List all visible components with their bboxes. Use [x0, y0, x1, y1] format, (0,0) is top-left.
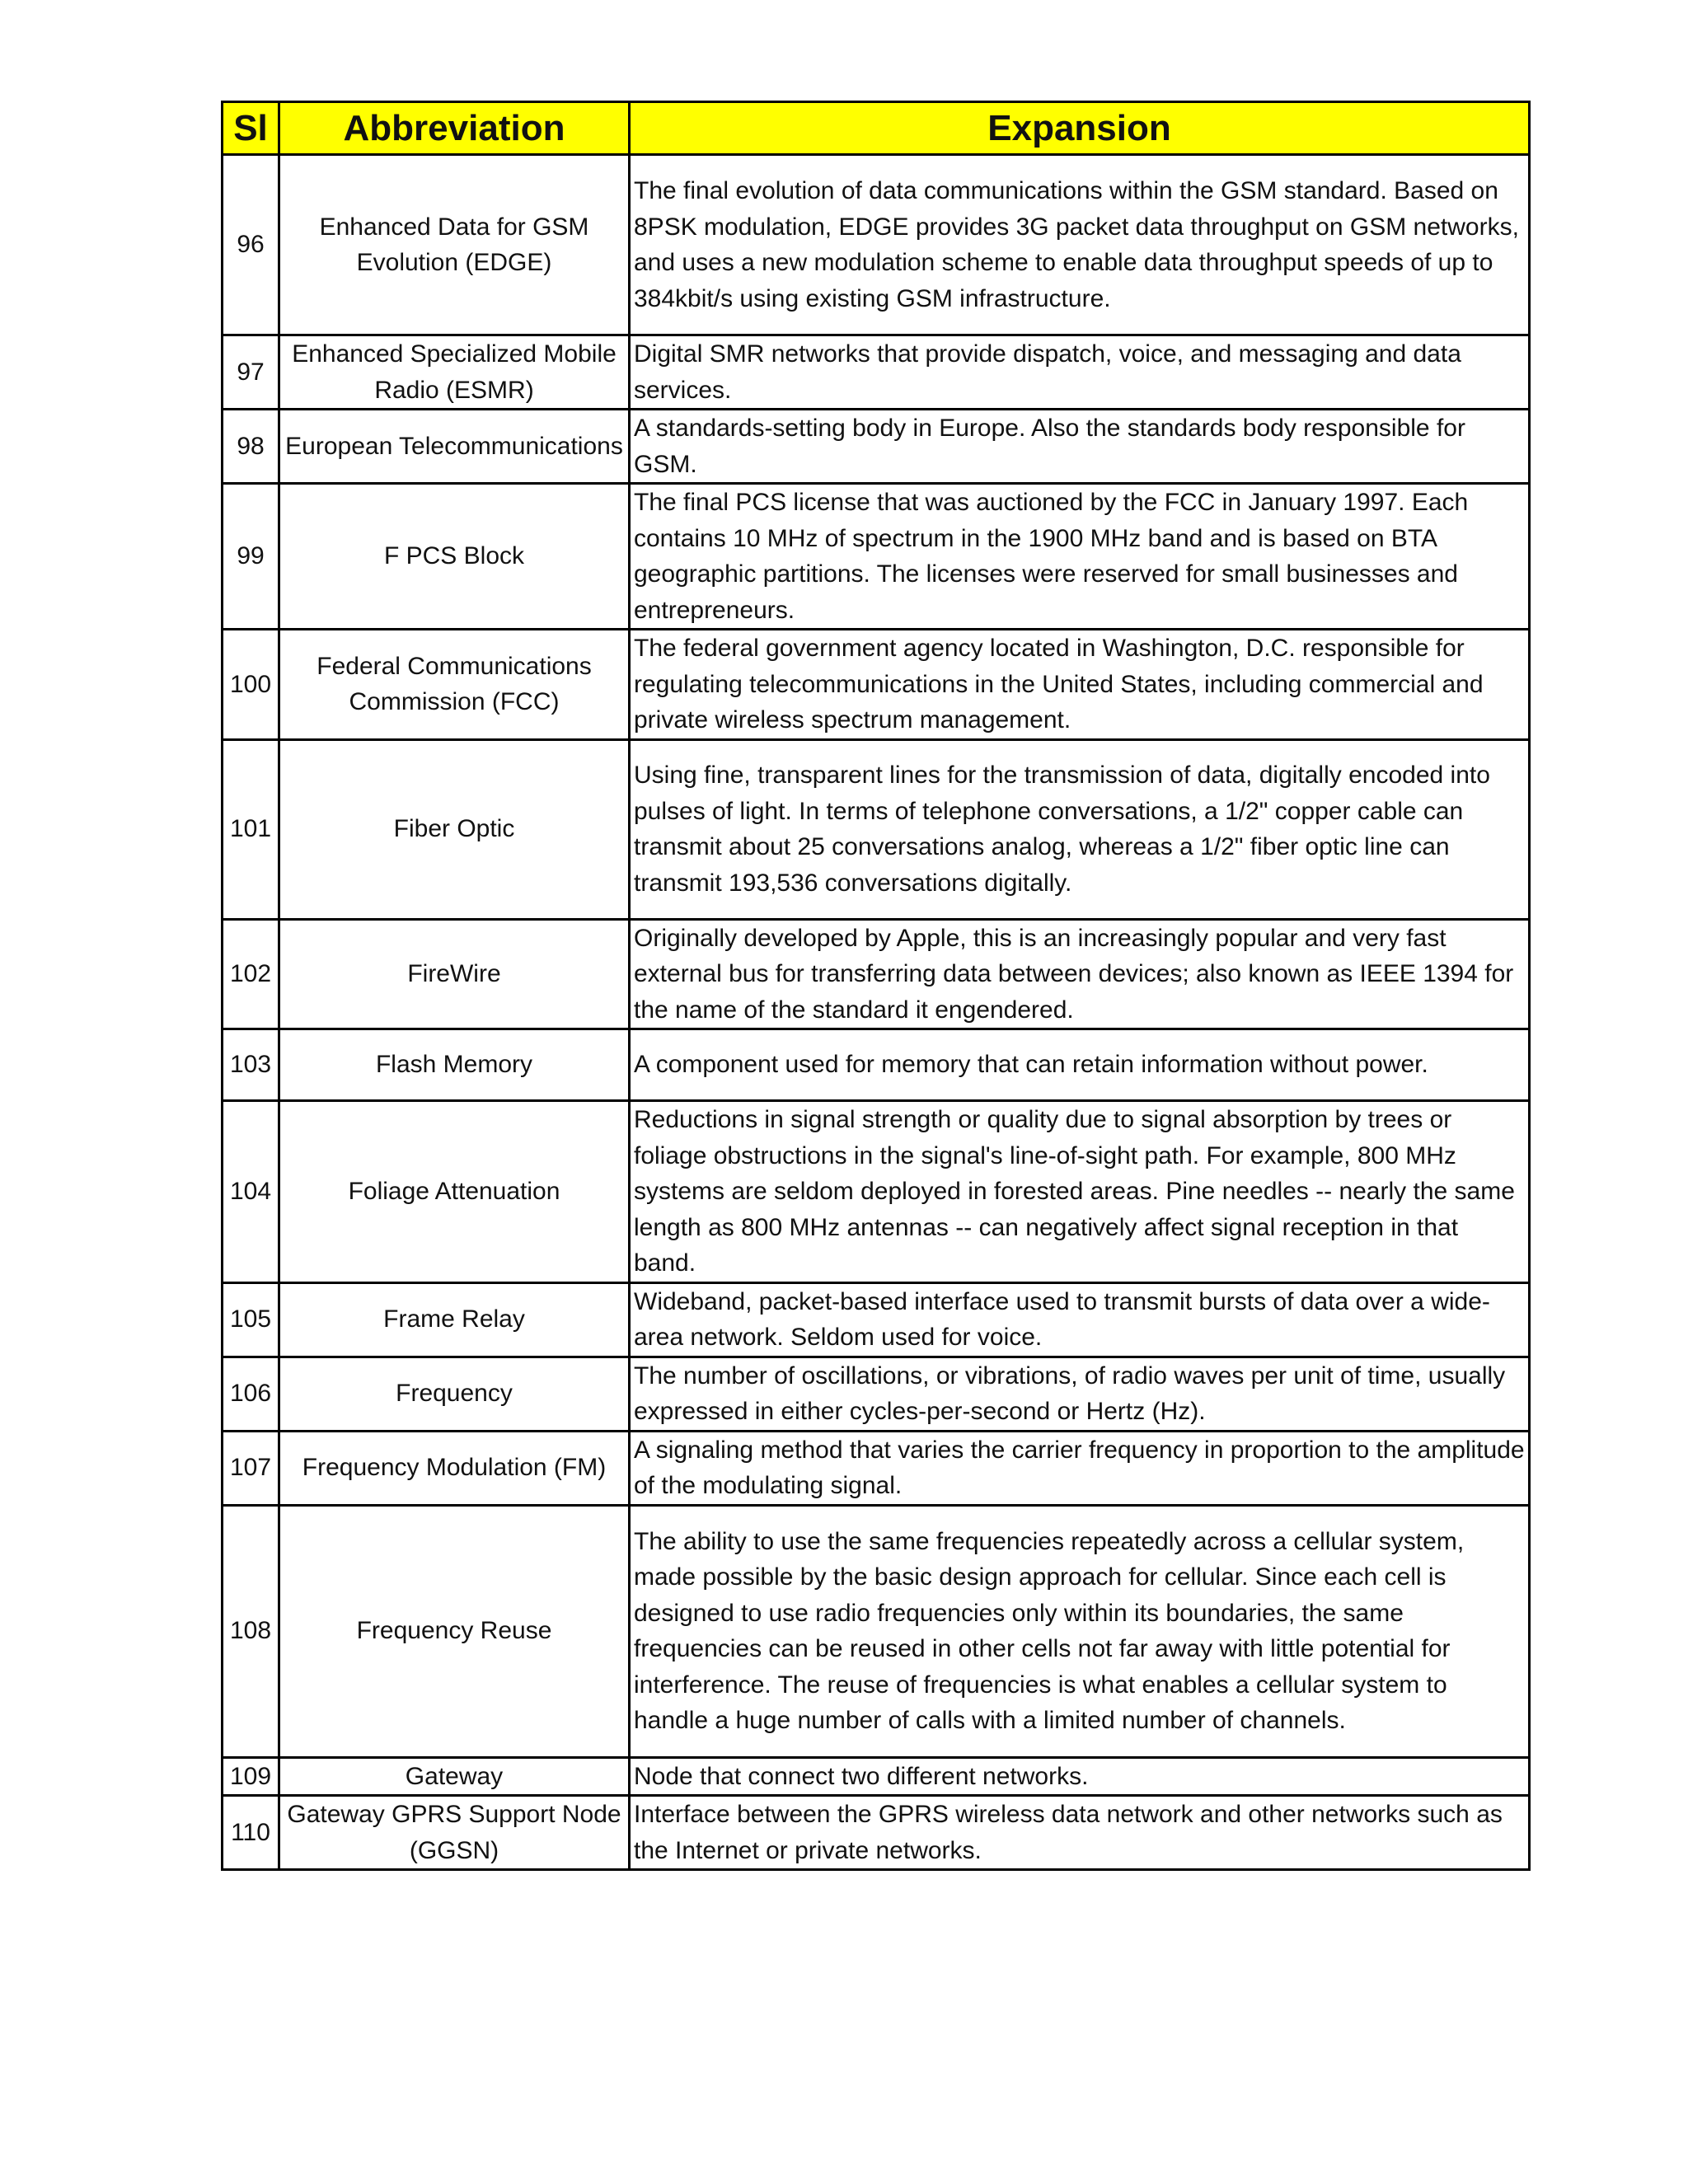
table-row — [223, 1101, 1530, 1283]
cell-abbreviation: FireWire — [279, 919, 630, 1029]
table-row — [223, 1796, 1530, 1870]
cell-abbreviation: Flash Memory — [279, 1029, 630, 1101]
table-body — [223, 155, 1530, 1870]
cell-expansion: Node that connect two different networks. — [630, 1757, 1530, 1796]
cell-sl: 101 — [223, 739, 279, 919]
cell-sl: 97 — [223, 335, 279, 410]
cell-expansion: Interface between the GPRS wireless data network and other networks such as the Internet or private networks. — [630, 1796, 1530, 1870]
cell-sl: 110 — [223, 1796, 279, 1870]
cell-expansion: A component used for memory that can retain information without power. — [630, 1029, 1530, 1101]
header-expansion: Expansion — [630, 102, 1530, 155]
cell-sl: 105 — [223, 1282, 279, 1357]
cell-sl: 98 — [223, 410, 279, 484]
cell-abbreviation: Enhanced Data for GSM Evolution (EDGE) — [279, 155, 630, 335]
cell-sl: 108 — [223, 1505, 279, 1757]
cell-sl: 109 — [223, 1757, 279, 1796]
cell-abbreviation: Enhanced Specialized Mobile Radio (ESMR) — [279, 335, 630, 410]
cell-expansion: A standards-setting body in Europe. Also the standards body responsible for GSM. — [630, 410, 1530, 484]
cell-sl: 100 — [223, 630, 279, 740]
cell-expansion: Using fine, transparent lines for the transmission of data, digitally encoded into pulses of light. In terms of telephone conversations, a 1/2" copper cable can transmit about 25 conversations analog, whereas a 1/2" fiber optic line can transmit 193,536 conversations digitally. — [630, 739, 1530, 919]
cell-expansion: The number of oscillations, or vibrations, of radio waves per unit of time, usually expressed in either cycles-per-second or Hertz (Hz). — [630, 1357, 1530, 1431]
table-row — [223, 155, 1530, 335]
table-header — [223, 102, 1530, 155]
cell-abbreviation: Federal Communications Commission (FCC) — [279, 630, 630, 740]
glossary-table — [221, 101, 1531, 1871]
cell-expansion: The federal government agency located in Washington, D.C. responsible for regulating telecommunications in the United States, including commercial and private wireless spectrum management. — [630, 630, 1530, 740]
header-abbreviation: Abbreviation — [279, 102, 630, 155]
table-row — [223, 1029, 1530, 1101]
cell-abbreviation: Frequency — [279, 1357, 630, 1431]
cell-sl: 106 — [223, 1357, 279, 1431]
table-row — [223, 1282, 1530, 1357]
cell-abbreviation: Foliage Attenuation — [279, 1101, 630, 1283]
table-row — [223, 335, 1530, 410]
cell-expansion: Reductions in signal strength or quality due to signal absorption by trees or foliage obstructions in the signal's line-of-sight path. For example, 800 MHz systems are seldom deployed in forested areas. Pine needles -- nearly the same length as 800 MHz antennas -- can negatively affect signal reception in that band. — [630, 1101, 1530, 1283]
cell-expansion: The final PCS license that was auctioned by the FCC in January 1997. Each contains 10 MHz of spectrum in the 1900 MHz band and is based on BTA geographic partitions. The licenses were reserved for small businesses and entrepreneurs. — [630, 484, 1530, 630]
glossary-sheet — [221, 101, 1528, 1871]
cell-abbreviation: Gateway — [279, 1757, 630, 1796]
cell-expansion: Originally developed by Apple, this is an increasingly popular and very fast external bus for transferring data between devices; also known as IEEE 1394 for the name of the standard it engendered. — [630, 919, 1530, 1029]
cell-expansion: The final evolution of data communications within the GSM standard. Based on 8PSK modulation, EDGE provides 3G packet data throughput on GSM networks, and uses a new modulation scheme to enable data throughput speeds of up to 384kbit/s using existing GSM infrastructure. — [630, 155, 1530, 335]
cell-abbreviation: Frequency Reuse — [279, 1505, 630, 1757]
table-row — [223, 739, 1530, 919]
header-sl: Sl — [223, 102, 279, 155]
cell-abbreviation: Frequency Modulation (FM) — [279, 1431, 630, 1505]
header-row — [223, 102, 1530, 155]
cell-expansion: Digital SMR networks that provide dispatch, voice, and messaging and data services. — [630, 335, 1530, 410]
cell-sl: 104 — [223, 1101, 279, 1283]
cell-sl: 103 — [223, 1029, 279, 1101]
table-row — [223, 919, 1530, 1029]
cell-abbreviation: Frame Relay — [279, 1282, 630, 1357]
table-row — [223, 484, 1530, 630]
cell-expansion: A signaling method that varies the carrier frequency in proportion to the amplitude of the modulating signal. — [630, 1431, 1530, 1505]
table-row — [223, 1431, 1530, 1505]
table-row — [223, 1505, 1530, 1757]
table-row — [223, 630, 1530, 740]
cell-abbreviation: Gateway GPRS Support Node (GGSN) — [279, 1796, 630, 1870]
cell-sl: 107 — [223, 1431, 279, 1505]
cell-sl: 102 — [223, 919, 279, 1029]
cell-expansion: The ability to use the same frequencies repeatedly across a cellular system, made possible by the basic design approach for cellular. Since each cell is designed to use radio frequencies only within its boundaries, the same frequencies can be reused in other cells not far away with little potential for interference. The reuse of frequencies is what enables a cellular system to handle a huge number of calls with a limited number of channels. — [630, 1505, 1530, 1757]
cell-abbreviation: Fiber Optic — [279, 739, 630, 919]
cell-expansion: Wideband, packet-based interface used to transmit bursts of data over a wide-area network. Seldom used for voice. — [630, 1282, 1530, 1357]
cell-abbreviation: European Telecommunications — [279, 410, 630, 484]
cell-sl: 99 — [223, 484, 279, 630]
table-row — [223, 410, 1530, 484]
table-row — [223, 1357, 1530, 1431]
table-row — [223, 1757, 1530, 1796]
cell-sl: 96 — [223, 155, 279, 335]
cell-abbreviation: F PCS Block — [279, 484, 630, 630]
